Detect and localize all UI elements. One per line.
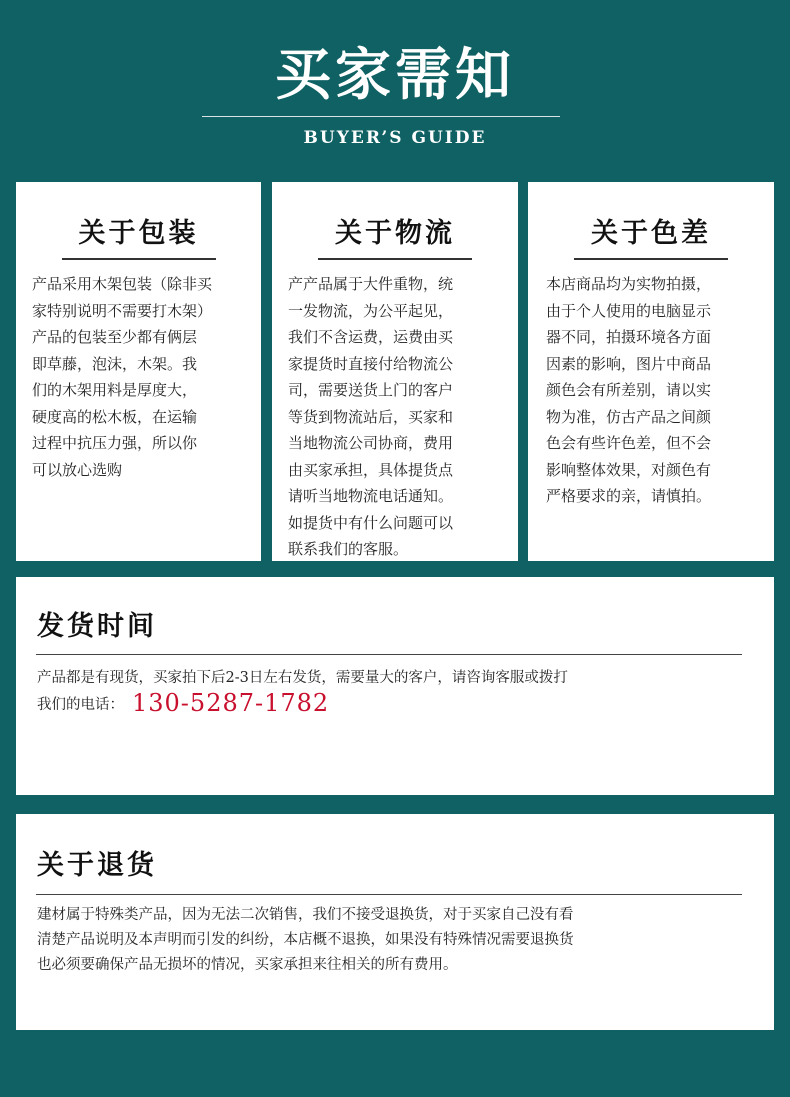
card-divider: [318, 258, 472, 260]
card-title-packaging: 关于包装: [78, 218, 199, 249]
card-body-logistics: 产产品属于大件重物，统 一发物流，为公平起见， 我们不含运费，运费由买 家提货时直接付给物流公 司，需要送货上门的客户 等货到物流站后，买家和 当地物流公司协商，费用 由买家承担，具体提货点 请听当地物流电话通知。 如提货中有什么问题可以 联系我们的客服。: [288, 275, 454, 558]
card-body-color-difference: 本店商品均为实物拍摄， 由于个人使用的电脑显示 器不同，拍摄环境各方面 因素的影响，图片中商品 颜色会有所差别，请以实 物为准，仿古产品之间颜 色会有些许色差，但不会 影响整体效果，对颜色有 严格要求的亲，请慎拍。: [546, 275, 712, 505]
section-title-returns: 关于退货: [37, 850, 157, 881]
header-divider: [202, 116, 560, 117]
card-packaging: [16, 182, 261, 561]
phone-line: [37, 691, 747, 718]
card-body-packaging: 产品采用木架包装（除非买 家特别说明不需要打木架） 产品的包装至少都有俩层 即草藤，泡沫，木架。我 们的木架用料是厚度大， 硬度高的松木板，在运输 过程中抗压力强，所以你 可以放心选购: [32, 275, 213, 479]
card-divider: [574, 258, 728, 260]
shipping-text: 产品都是有现货，买家拍下后2-3日左右发货，需要量大的客户，请咨询客服或拨打: [37, 670, 568, 686]
card-title-logistics: 关于物流: [335, 218, 455, 249]
section-body-returns: 建材属于特殊类产品，因为无法二次销售，我们不接受退换货，对于买家自己没有看 清楚产品说明及本声明而引发的纠纷，本店概不退换，如果没有特殊情况需要退换货 也必须要确保产品无损坏的情况，买家承担来往相关的所有费用。: [37, 907, 574, 973]
phone-number[interactable]: 130-5287-1782: [132, 689, 330, 717]
header-banner: [0, 0, 790, 182]
card-color-difference: [528, 182, 774, 561]
page-subtitle: BUYER’S GUIDE: [303, 128, 487, 148]
card-divider: [62, 258, 216, 260]
section-title-shipping: 发货时间: [37, 611, 157, 642]
section-body-shipping: [37, 666, 747, 718]
section-returns: [16, 814, 774, 1030]
card-title-color-difference: 关于色差: [591, 218, 711, 249]
section-shipping-time: [16, 577, 774, 795]
phone-label: 我们的电话：: [37, 697, 124, 713]
section-divider: [36, 654, 742, 655]
card-logistics: [272, 182, 518, 561]
section-divider: [36, 894, 742, 895]
page-title: 买家需知: [275, 42, 515, 108]
